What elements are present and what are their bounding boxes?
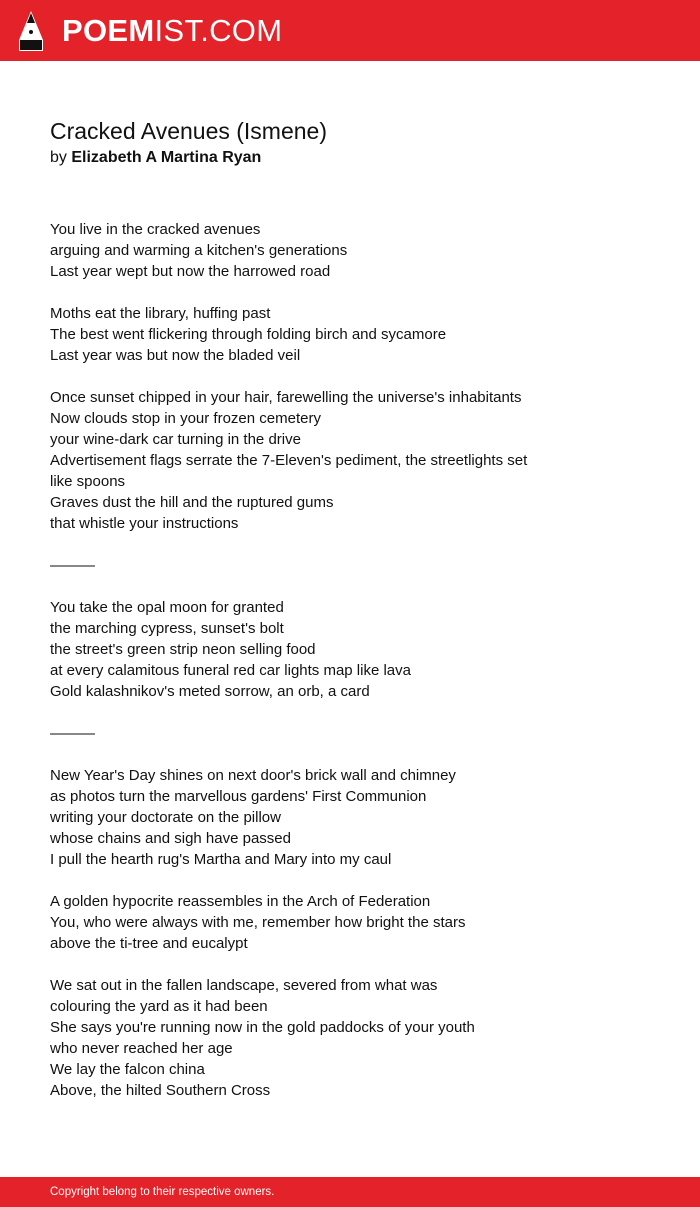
poem-line: Advertisement flags serrate the 7-Eleven's pediment, the streetlights set [50,452,528,469]
stanza [50,219,670,282]
poem-line: You take the opal moon for granted [50,599,284,616]
copyright-text: Copyright belong to their respective owners. [50,1186,275,1198]
stanza-separator: ——— [50,725,95,742]
poem-heading [50,115,670,169]
site-logo[interactable] [62,12,282,50]
poem-line: colouring the yard as it had been [50,998,268,1015]
poem-line: like spoons [50,473,126,490]
poem-line: Moths eat the library, huffing past [50,305,271,322]
stanza [50,597,670,702]
stanza [50,975,670,1101]
poem-body [50,219,670,1122]
poem-line: Now clouds stop in your frozen cemetery [50,410,321,427]
poem-line: A golden hypocrite reassembles in the Arch of Federation [50,893,431,910]
poem-line: at every calamitous funeral red car lights map like lava [50,662,411,679]
poem-line: that whistle your instructions [50,515,239,532]
by-prefix: by [50,149,67,166]
poem-line: arguing and warming a kitchen's generations [50,242,348,259]
stanza [50,891,670,954]
poem-line: the marching cypress, sunset's bolt [50,620,284,637]
poem-line: Graves dust the hill and the ruptured gums [50,494,334,511]
poem-line: as photos turn the marvellous gardens' First Communion [50,788,427,805]
stanza [50,303,670,366]
poem-line: whose chains and sigh have passed [50,830,291,847]
poem-line: the street's green strip neon selling food [50,641,316,658]
poem-line: She says you're running now in the gold paddocks of your youth [50,1019,475,1036]
site-header [0,0,700,61]
poem-line: We sat out in the fallen landscape, severed from what was [50,977,438,994]
poem-line: You live in the cracked avenues [50,221,261,238]
poem-line: The best went flickering through folding birch and sycamore [50,326,447,343]
poem-line: who never reached her age [50,1040,233,1057]
poem-line: I pull the hearth rug's Martha and Mary into my caul [50,851,392,868]
poem-line: Once sunset chipped in your hair, farewelling the universe's inhabitants [50,389,522,406]
stanza [50,387,670,534]
logo-light-text: IST.COM [154,13,283,48]
stanza [50,765,670,870]
stanza-separator: ——— [50,557,95,574]
poem-line: Last year wept but now the harrowed road [50,263,331,280]
author-name[interactable]: Elizabeth A Martina Ryan [71,149,262,166]
poem-line: You, who were always with me, remember how bright the stars [50,914,466,931]
poem-line: your wine-dark car turning in the drive [50,431,301,448]
poem-line: New Year's Day shines on next door's brick wall and chimney [50,767,456,784]
poem-line: Last year was but now the bladed veil [50,347,301,364]
pen-nib-icon[interactable] [18,10,44,52]
poem-line: Above, the hilted Southern Cross [50,1082,271,1099]
poem-line: We lay the falcon china [50,1061,205,1078]
poem-line: above the ti-tree and eucalypt [50,935,248,952]
logo-bold-text: POEM [62,13,155,48]
site-footer [0,1177,700,1207]
poem-line: writing your doctorate on the pillow [50,809,281,826]
poem-line: Gold kalashnikov's meted sorrow, an orb, a card [50,683,370,700]
byline [50,147,670,169]
poem-title: Cracked Avenues (Ismene) [50,118,327,144]
